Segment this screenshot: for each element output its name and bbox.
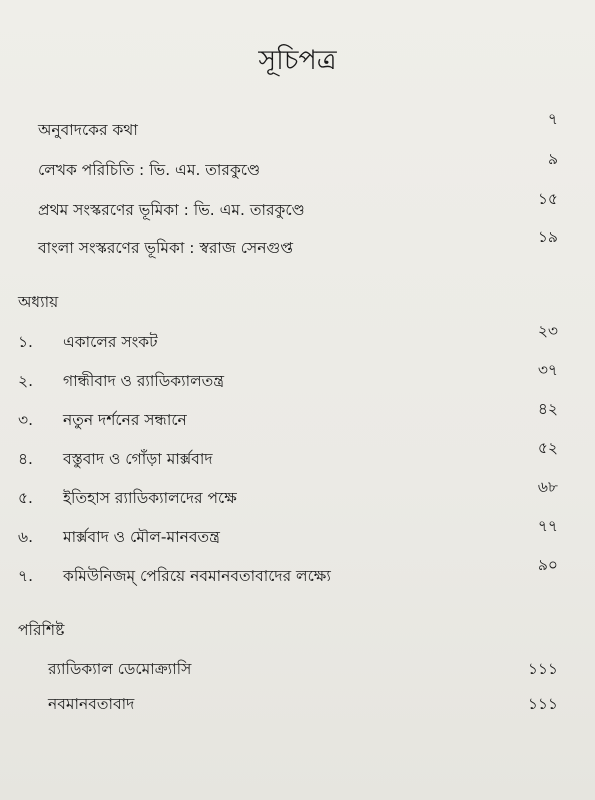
toc-entry-label: বাংলা সংস্করণের ভূমিকা : স্বরাজ সেনগুপ্ত (38, 239, 293, 257)
toc-entry-page: ১১১ (527, 695, 558, 713)
toc-entry-label: নবমানবতাবাদ (48, 695, 135, 713)
chapter-number: ১. (18, 333, 33, 351)
toc-entry-page: ৭ (547, 110, 558, 128)
toc-entry-label: ইতিহাস র‍্যাডিক্যালদের পক্ষে (63, 489, 237, 507)
toc-entry-page: ৯০ (537, 556, 558, 574)
appendix-heading: পরিশিষ্ট (18, 621, 65, 639)
page-title: সূচিপত্র (258, 45, 337, 76)
toc-entry-chapter-3 (18, 400, 558, 432)
chapter-number: ৩. (18, 411, 34, 429)
toc-entry-label: লেখক পরিচিতি : ভি. এম. তারকুণ্ডে (38, 161, 261, 179)
chapter-number: ২. (18, 372, 34, 390)
toc-entry-label: মার্ক্সবাদ ও মৌল-মানবতন্ত্র (63, 528, 220, 546)
toc-entry-label: একালের সংকট (63, 333, 158, 351)
toc-entry-page: ৭৭ (537, 517, 558, 535)
toc-entry-front-1 (38, 110, 558, 142)
chapter-number: ৪. (18, 450, 33, 468)
toc-entry-page: ২৩ (537, 322, 558, 340)
toc-entry-chapter-2 (18, 361, 558, 393)
toc-entry-page: ১১১ (527, 660, 558, 678)
toc-entry-label: বস্তুবাদ ও গোঁড়া মার্ক্সবাদ (63, 450, 213, 468)
toc-entry-page: ৪২ (537, 400, 558, 418)
toc-entry-page: ১৯ (537, 228, 558, 246)
chapters-heading: অধ্যায় (18, 293, 59, 311)
toc-entry-label: কমিউনিজম্ পেরিয়ে নবমানবতাবাদের লক্ষ্যে (63, 567, 331, 585)
toc-entry-label: গান্ধীবাদ ও র‍্যাডিক্যালতন্ত্র (63, 372, 225, 390)
toc-entry-page: ৬৮ (537, 478, 558, 496)
toc-entry-page: ৫২ (537, 439, 558, 457)
chapter-number: ৫. (18, 489, 33, 507)
toc-entry-label: নতুন দর্শনের সন্ধানে (63, 411, 187, 429)
chapter-number: ৭. (18, 567, 34, 585)
toc-entry-label: অনুবাদকের কথা (38, 121, 138, 139)
toc-entry-chapter-7 (18, 556, 558, 588)
toc-entry-page: ৯ (547, 150, 558, 168)
toc-entry-front-2 (38, 150, 558, 182)
toc-entry-appendix-1 (48, 657, 558, 681)
toc-entry-chapter-1 (18, 322, 558, 354)
toc-entry-chapter-5 (18, 478, 558, 510)
toc-entry-label: প্রথম সংস্করণের ভূমিকা : ভি. এম. তারকুণ্ডে (38, 201, 305, 219)
toc-entry-page: ৩৭ (537, 361, 558, 379)
toc-entry-page: ১৫ (537, 190, 558, 208)
toc-entry-chapter-6 (18, 517, 558, 549)
chapter-number: ৬. (18, 528, 34, 546)
toc-entry-front-4 (38, 228, 558, 260)
toc-entry-label: র‍্যাডিক্যাল ডেমোক্র্যাসি (48, 660, 192, 678)
toc-entry-front-3 (38, 190, 558, 222)
toc-entry-chapter-4 (18, 439, 558, 471)
toc-entry-appendix-2 (48, 692, 558, 716)
